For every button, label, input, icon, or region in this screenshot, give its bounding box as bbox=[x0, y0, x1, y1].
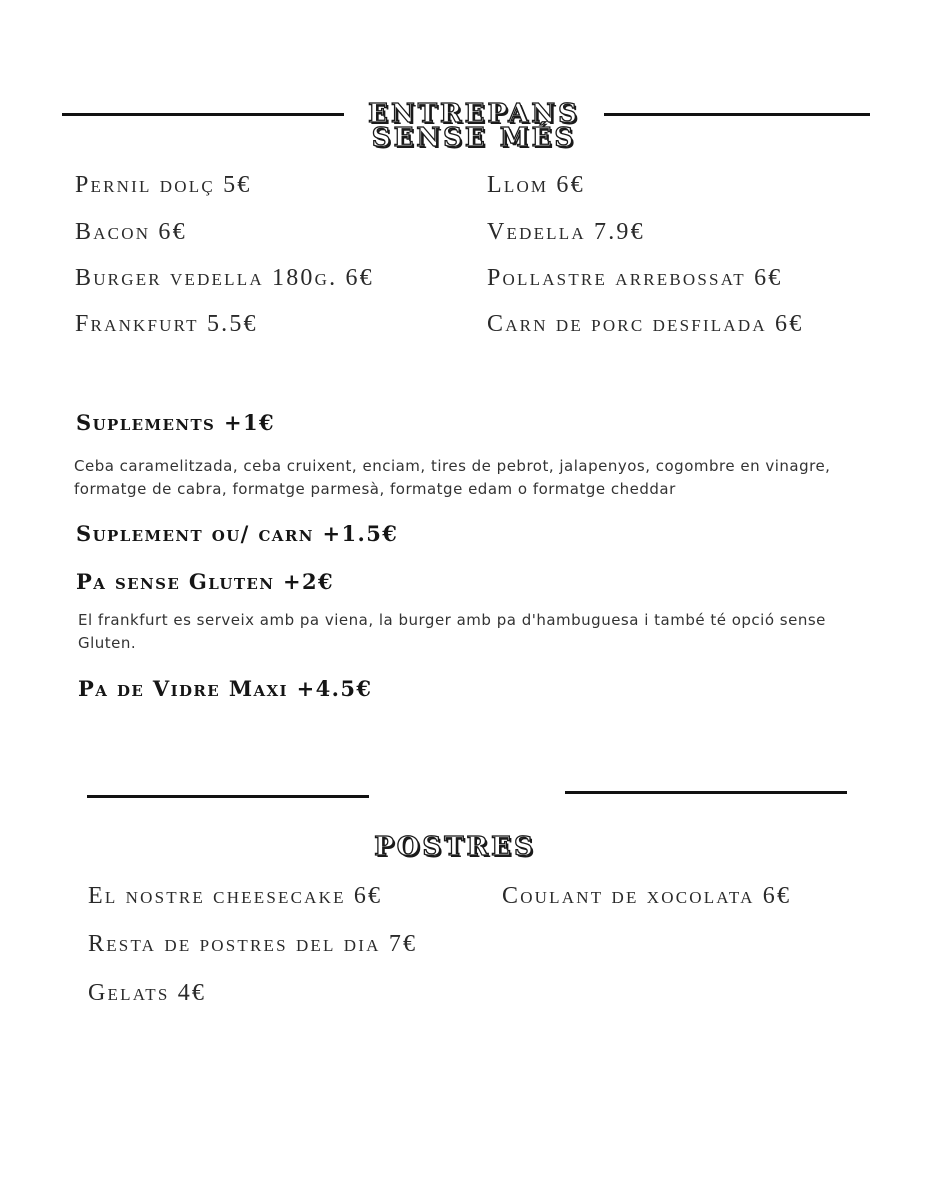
menu-item: Bacon 6€ bbox=[75, 219, 187, 245]
heading-rule-right bbox=[604, 113, 870, 116]
divider-left bbox=[87, 795, 369, 798]
suplements-description: Ceba caramelitzada, ceba cruixent, enciam, tires de pebrot, jalapenyos, cogombre en vinagre, formatge de cabra, formatge parmesà, formatge edam o formatge cheddar bbox=[74, 457, 831, 498]
menu-item: Frankfurt 5.5€ bbox=[75, 311, 258, 337]
postres-title: POSTRES bbox=[374, 832, 536, 862]
menu-item: El nostre cheesecake 6€ bbox=[88, 883, 383, 909]
menu-item: Pollastre arrebossat 6€ bbox=[487, 265, 783, 291]
menu-item: Coulant de xocolata 6€ bbox=[502, 883, 792, 909]
menu-item: Pernil dolç 5€ bbox=[75, 172, 252, 198]
menu-item: Llom 6€ bbox=[487, 172, 585, 198]
entrepans-title-line2: SENSE MÉS bbox=[371, 123, 577, 153]
pa-de-vidre-label: Pa de Vidre Maxi +4.5€ bbox=[78, 676, 373, 701]
heading-rule-left bbox=[62, 113, 344, 116]
menu-item: Burger vedella 180g. 6€ bbox=[75, 265, 374, 291]
menu-item: Gelats 4€ bbox=[88, 980, 207, 1006]
menu-item: Vedella 7.9€ bbox=[487, 219, 645, 245]
pa-sense-gluten-description: El frankfurt es serveix amb pa viena, la burger amb pa d'hambuguesa i també té opció sense Gluten. bbox=[78, 611, 826, 652]
divider-right bbox=[565, 791, 847, 794]
entrepans-title-line1: ENTREPANS bbox=[368, 99, 580, 129]
pa-sense-gluten-label: Pa sense Gluten +2€ bbox=[76, 569, 335, 594]
suplement-ou-carn-label: Suplement ou/ carn +1.5€ bbox=[76, 521, 399, 546]
entrepans-title bbox=[344, 99, 604, 153]
suplements-label: Suplements +1€ bbox=[76, 410, 275, 435]
menu-item: Carn de porc desfilada 6€ bbox=[487, 311, 804, 337]
menu-item: Resta de postres del dia 7€ bbox=[88, 931, 418, 957]
